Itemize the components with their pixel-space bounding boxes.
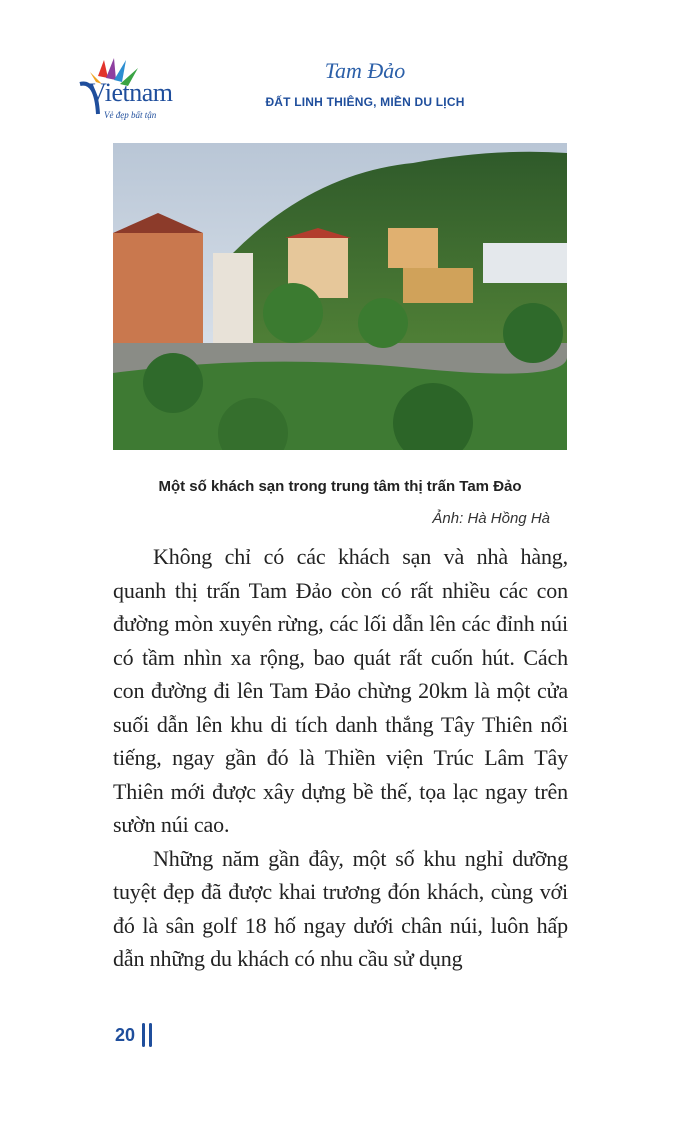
photo-credit: Ảnh: Hà Hồng Hà bbox=[432, 510, 550, 527]
page-divider-icon bbox=[142, 1023, 154, 1047]
header-script-title: Tam Đảo bbox=[324, 58, 406, 83]
logo-wordmark: Vietnam bbox=[88, 78, 173, 107]
town-photo bbox=[113, 143, 567, 450]
logo-tagline: Vẻ đẹp bất tận bbox=[104, 110, 157, 120]
paragraph: Không chỉ có các khách sạn và nhà hàng, quanh thị trấn Tam Đảo còn có rất nhiều các con đường mòn xuyên rừng, các lối dẫn lên các đỉnh núi có tầm nhìn xa rộng, bao quát rất cuốn hút. Cách con đường đi lên Tam Đảo chừng 20km là một cửa suối dẫn lên khu di tích danh thắng Tây Thiên nổi tiếng, ngay gần đó là Thiền viện Trúc Lâm Tây Thiên mới được xây dựng bề thế, tọa lạc ngay trên sườn núi cao. bbox=[113, 544, 568, 837]
body-text bbox=[113, 540, 568, 976]
photo-caption: Một số khách sạn trong trung tâm thị trấn Tam Đảo bbox=[158, 478, 522, 495]
header-subtitle: ĐẤT LINH THIÊNG, MIỀN DU LỊCH bbox=[265, 95, 465, 109]
paragraph: Những năm gần đây, một số khu nghỉ dưỡng tuyệt đẹp đã được khai trương đón khách, cùng với đó là sân golf 18 hố ngay dưới chân núi, luôn hấp dẫn những du khách có nhu cầu sử dụng bbox=[113, 845, 568, 971]
page-number: 20 bbox=[115, 1025, 136, 1045]
